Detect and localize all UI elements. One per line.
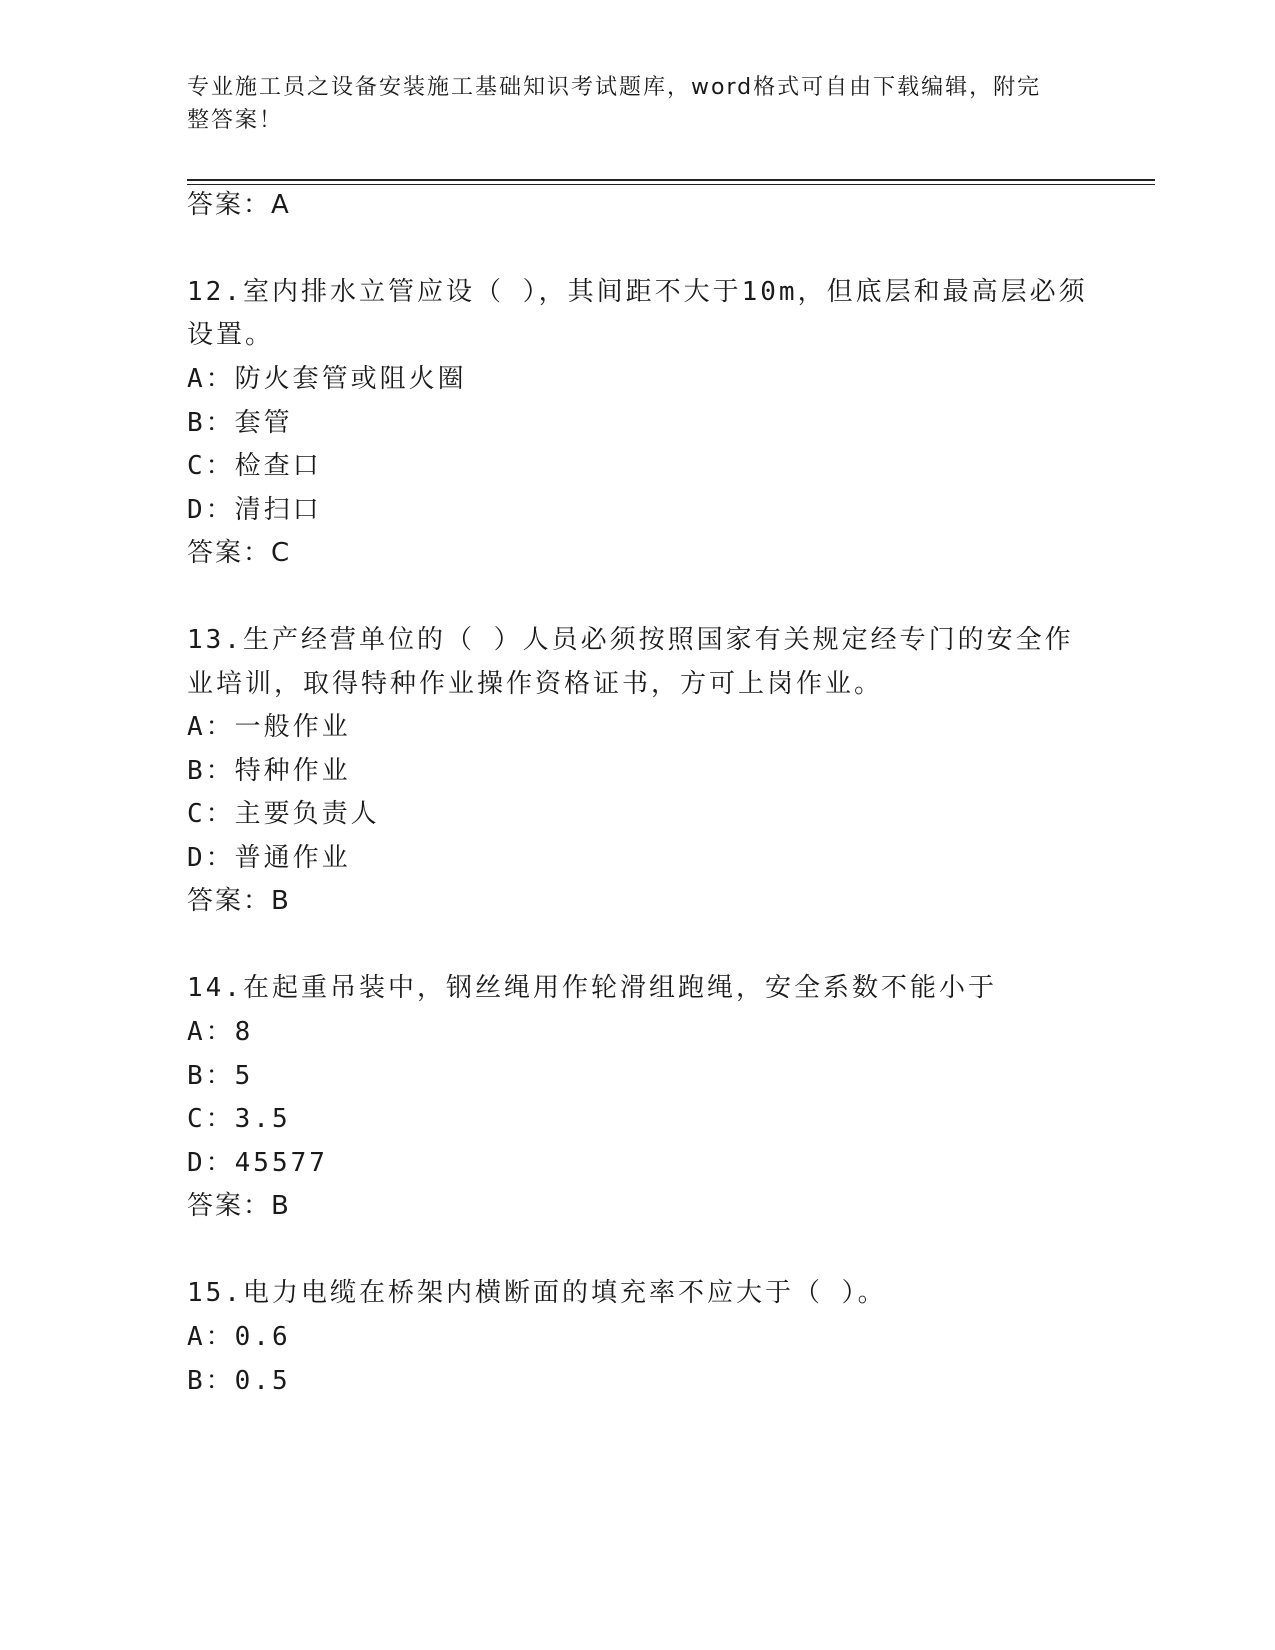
question-12-option-b: B：套管: [187, 408, 293, 438]
question-12-option-a: A：防火套管或阻火圈: [187, 364, 467, 394]
question-14-option-d: D：45577: [187, 1148, 328, 1178]
question-14-answer: 答案：B: [187, 1191, 291, 1221]
header-divider-thick: [187, 179, 1155, 181]
question-12-option-d: D：清扫口: [187, 495, 322, 525]
question-13-answer: 答案：B: [187, 886, 291, 916]
question-14-stem-line-1: 14.在起重吊装中，钢丝绳用作轮滑组跑绳，安全系数不能小于: [187, 973, 997, 1003]
header-line-2: 整答案！: [187, 108, 284, 133]
question-13-option-a: A：一般作业: [187, 712, 351, 742]
question-14-option-c: C：3.5: [187, 1104, 291, 1134]
header-divider-thin: [187, 184, 1155, 185]
question-12-answer: 答案：C: [187, 538, 292, 568]
question-14-option-b: B：5: [187, 1061, 254, 1091]
question-13-stem-line-2: 业培训，取得特种作业操作资格证书，方可上岗作业。: [187, 669, 884, 699]
question-12-option-c: C：检查口: [187, 451, 322, 481]
question-13-option-c: C：主要负责人: [187, 799, 380, 829]
question-15-stem-line-1: 15.电力电缆在桥架内横断面的填充率不应大于（ ）。: [187, 1278, 887, 1308]
header-line-1: 专业施工员之设备安装施工基础知识考试题库，word格式可自由下载编辑，附完: [187, 75, 1042, 100]
answer-prev: 答案：A: [187, 190, 291, 220]
question-13-option-b: B：特种作业: [187, 756, 351, 786]
question-12-stem-line-2: 设置。: [187, 320, 275, 350]
question-13-option-d: D：普通作业: [187, 843, 351, 873]
document-header: [187, 71, 1067, 137]
question-15-option-b: B：0.5: [187, 1366, 291, 1396]
question-14-option-a: A：8: [187, 1017, 254, 1047]
question-13-stem-line-1: 13.生产经营单位的（ ）人员必须按照国家有关规定经专门的安全作: [187, 625, 1074, 655]
question-15-option-a: A：0.6: [187, 1322, 291, 1352]
question-12-stem-line-1: 12.室内排水立管应设（ ），其间距不大于10m，但底层和最高层必须: [187, 277, 1088, 307]
